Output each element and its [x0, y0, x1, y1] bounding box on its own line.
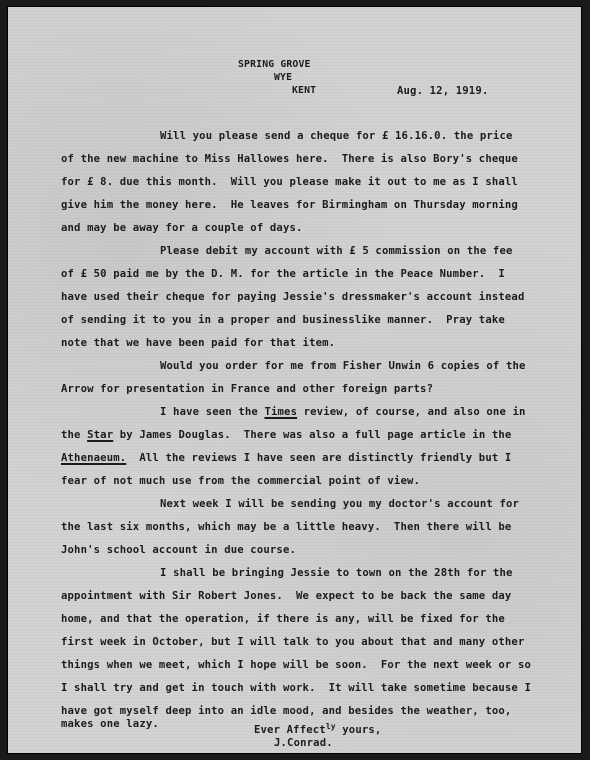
letter-page: [7, 6, 582, 754]
text-line: Arrow for presentation in France and other foreign parts?: [61, 383, 434, 395]
text-line: I shall be bringing Jessie to town on the 28th for the: [160, 567, 513, 579]
text-line: home, and that the operation, if there is any, will be fixed for the: [61, 613, 505, 625]
closing-superscript: ly: [325, 722, 336, 731]
text-span: All the reviews I have seen are distinctly friendly but I: [126, 452, 512, 464]
text-line: have used their cheque for paying Jessie's dressmaker's account instead: [61, 291, 525, 303]
closing-text: yours,: [335, 724, 382, 736]
text-line: and may be away for a couple of days.: [61, 222, 303, 234]
text-line: Please debit my account with £ 5 commission on the fee: [160, 245, 513, 257]
text-span: by James Douglas. There was also a full page article in the: [113, 429, 512, 441]
underlined-title-star: Star: [87, 429, 114, 441]
text-line: first week in October, but I will talk to you about that and many other: [61, 636, 525, 648]
text-line: give him the money here. He leaves for Birmingham on Thursday morning: [61, 199, 518, 211]
text-line: [61, 453, 511, 464]
text-line: Would you order for me from Fisher Unwin 6 copies of the: [160, 360, 526, 372]
text-span: review, of course, and also one in: [297, 406, 526, 418]
text-line: [160, 407, 526, 418]
text-span: the: [61, 429, 88, 441]
text-line: I shall try and get in touch with work. It will take sometime because I: [61, 682, 532, 694]
text-span: I have seen the: [160, 406, 265, 418]
address-line-2: WYE: [274, 72, 293, 83]
text-line: things when we meet, which I hope will be soon. For the next week or so: [61, 659, 532, 671]
text-line: [61, 430, 511, 441]
underlined-title-athenaeum: Athenaeum.: [61, 452, 127, 464]
closing: [254, 722, 382, 736]
address-line-3: KENT: [292, 85, 317, 96]
text-line: John's school account in due course.: [61, 544, 297, 556]
text-line: Will you please send a cheque for £ 16.16.0. the price: [160, 130, 513, 142]
text-line: of £ 50 paid me by the D. M. for the article in the Peace Number. I: [61, 268, 505, 280]
text-line: have got myself deep into an idle mood, and besides the weather, too,: [61, 705, 512, 717]
closing-text: Ever Affect: [254, 724, 326, 736]
text-line: appointment with Sir Robert Jones. We expect to be back the same day: [61, 590, 512, 602]
text-line: of sending it to you in a proper and businesslike manner. Pray take: [61, 314, 505, 326]
text-line: the last six months, which may be a little heavy. Then there will be: [61, 521, 512, 533]
text-line: note that we have been paid for that item.: [61, 337, 336, 349]
underlined-title-times: Times: [264, 406, 298, 418]
text-line: fear of not much use from the commercial point of view.: [61, 475, 421, 487]
text-line: Next week I will be sending you my doctor's account for: [160, 498, 520, 510]
address-line-1: SPRING GROVE: [238, 59, 311, 70]
letter-date: Aug. 12, 1919.: [397, 85, 489, 97]
text-line: for £ 8. due this month. Will you please make it out to me as I shall: [61, 176, 518, 188]
text-line: makes one lazy.: [61, 718, 159, 730]
signature: J.Conrad.: [274, 737, 333, 749]
text-line: of the new machine to Miss Hallowes here. There is also Bory's cheque: [61, 153, 518, 165]
